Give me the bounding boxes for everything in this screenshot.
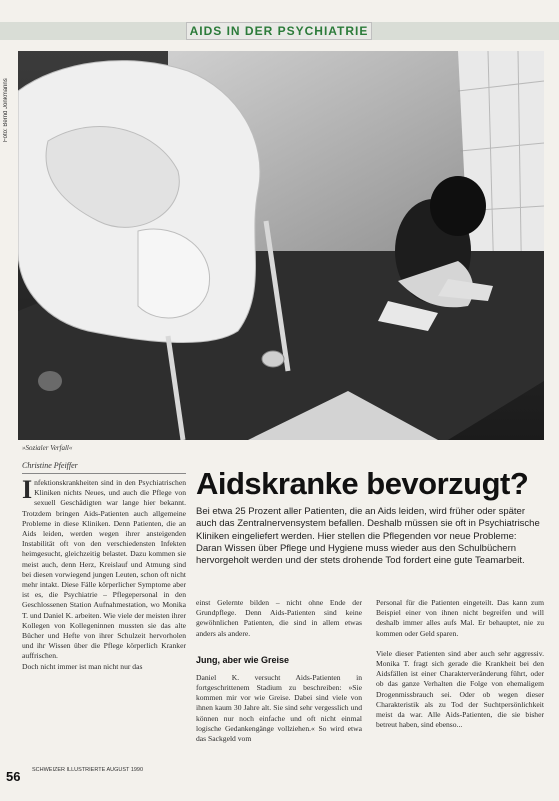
article-column-1 bbox=[22, 475, 186, 672]
section-kicker: AIDS IN DER PSYCHIATRIE bbox=[186, 22, 372, 40]
author-byline: Christine Pfeiffer bbox=[22, 461, 78, 470]
paragraph: einst Gelernte bilden – nicht ohne Ende der Grundpflege. Denn Aids-Patienten sind keine gewöhnlichen Patienten, die sind in allem etwas anders als andere. bbox=[196, 598, 362, 638]
article-lead: Bei etwa 25 Prozent aller Patienten, die an Aids leiden, wird früher oder später auch das Zentralnervensystem befallen. Deshalb müssen sie oft in Psychiatrische Kliniken eingeliefert werden. Hier stellen die Pflegenden vor neue Probleme: Daran Wissen über Pflege und Hygiene muss wieder aus den Schulbüchern hervorgeholt werden und der stets drohende Tod fordert eine gute Teamarbeit. bbox=[196, 506, 540, 567]
photo-credit: Foto: Bernd Jonkmanns bbox=[3, 78, 9, 142]
photo-caption: »Sozialer Verfall« bbox=[22, 444, 73, 452]
photo-illustration bbox=[18, 51, 544, 440]
byline-rule bbox=[22, 473, 186, 474]
drop-cap: I bbox=[22, 475, 33, 504]
subheading: Jung, aber wie Greise bbox=[196, 654, 290, 665]
page-number: 56 bbox=[6, 769, 21, 784]
article-photo bbox=[18, 51, 544, 440]
paragraph bbox=[22, 475, 186, 662]
article-headline: Aidskranke bevorzugt? bbox=[196, 466, 529, 501]
article-column-2 bbox=[196, 598, 362, 744]
paragraph: Daniel K. versucht Aids-Patienten in fortgeschrittenem Stadium zu beschreiben: »Sie kommen mir vor wie Greise. Dabei sind viele von ihnen kaum 30 Jahre alt. Sie sind sehr vergesslich und können nur noch einfache und oft nicht einmal logische Gedankengänge vollziehen.« So wird etwa das Sackgeld vom bbox=[196, 672, 362, 744]
article-column-3 bbox=[376, 598, 544, 730]
paragraph: Viele dieser Patienten sind aber auch sehr aggressiv. Monika T. fragt sich gerade die Krankheit bei den Aidsfällen ist einer Charakterveränderung führt, oder ob das ganze Verhalten die Folge von ehemaligem Drogenmissbrauch sei. Oder ob wegen dieser Charakteristik als zu Tod der Suchtpersönlichkeit meist da war. Alle Aids-Patienten, die sie bisher betreut haben, sind ebenso... bbox=[376, 648, 544, 730]
paragraph-text: nfektionskrankheiten sind in den Psychiatrischen Kliniken nichts Neues, und auch die Pflege von sexuell Geschädigten war lange hier bekannt. Trotzdem bringen Aids-Patienten auch allgemeine Probleme in diese Kliniken. Denn Patienten, die an Aids leiden, werden wegen ihrer ansteigenden Instabilität oft von den verschiedensten Infekten heimgesucht, gleichzeitig belastet. Dazu kommen sie meist auch, denn Herz, Kreislauf und Atmung sind bei diesen vorwiegend jungen Leuten, schon oft nicht mehr intakt. Diese Fälle körperlicher Symptome aber ist es, die Psychiatrie – Pflegepersonal in den Geschlossenen Station Aufnahmestation, wo Monika T. und Daniel K. arbeiten. Wie viele der meisten ihrer Kollegen von Kollegeninnen mussten sie das alte Bücher und Hefte von ihrer Schulzeit hervorholen und ihr Wissen über die Pflege körperlich Kranker auffrischen. bbox=[22, 478, 186, 661]
paragraph-end: Doch nicht immer ist man nicht nur das bbox=[22, 661, 143, 671]
issue-info: SCHWEIZER ILLUSTRIERTE AUGUST 1990 bbox=[32, 767, 144, 773]
paragraph: Personal für die Patienten eingeteilt. Das kann zum Beispiel einer von ihnen nicht begreifen und will deshalb immer alles aufs Mal. Er behauptet, nie zu kommen oder Geld sparen. bbox=[376, 598, 544, 638]
